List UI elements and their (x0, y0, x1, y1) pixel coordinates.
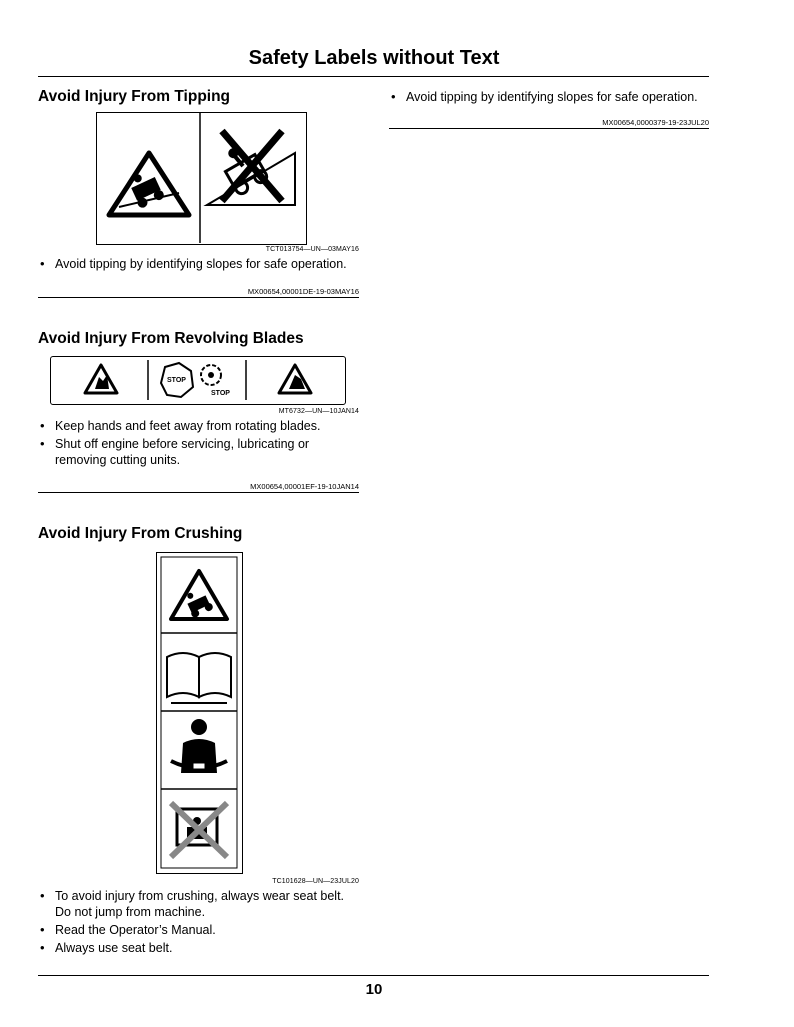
slope-prohibited-icon (207, 131, 295, 205)
seat-belt-icon (171, 719, 227, 773)
ref-code-right: MX00654,0000379-19-23JUL20 (602, 118, 709, 127)
figure-code-tipping: TCT013754—UN—03MAY16 (265, 246, 359, 253)
list-item: • Shut off engine before servicing, lubricating or removing cutting units. (38, 436, 348, 468)
stop-label: STOP (211, 390, 230, 397)
page-title: Safety Labels without Text (248, 47, 500, 69)
blades-safety-label (50, 356, 346, 405)
tipping-safety-label (96, 112, 307, 245)
no-jumping-icon (171, 803, 227, 857)
section-divider (38, 297, 359, 298)
footer-divider (38, 975, 709, 976)
list-item: • Read the Operator’s Manual. (38, 922, 363, 938)
warning-triangle-icon (109, 153, 189, 215)
tipping-bullet-list (38, 256, 363, 274)
list-item: • Always use seat belt. (38, 940, 363, 956)
operators-manual-icon (167, 653, 231, 703)
list-item: • To avoid injury from crushing, always wear seat belt. Do not jump from machine. (38, 888, 363, 920)
list-item: • Keep hands and feet away from rotating blades. (38, 418, 348, 434)
section-title-blades: Avoid Injury From Revolving Blades (38, 330, 304, 347)
crushing-safety-label (156, 552, 243, 874)
blades-bullet-list (38, 418, 348, 470)
rollover-warning-icon (171, 571, 227, 619)
hand-blade-warning-icon (85, 365, 117, 393)
page-number: 10 (365, 981, 383, 998)
title-divider (38, 76, 709, 77)
section-title-tipping: Avoid Injury From Tipping (38, 88, 231, 105)
list-item: • Avoid tipping by identifying slopes for safe operation. (38, 256, 363, 272)
crushing-bullet-list (38, 888, 363, 958)
figure-code-crushing: TC101628—UN—23JUL20 (272, 878, 359, 885)
section-divider (389, 128, 709, 129)
figure-code-blades: MT6732—UN—10JAN14 (278, 408, 359, 415)
list-item: • Avoid tipping by identifying slopes for safe operation. (389, 89, 719, 105)
section-title-crushing: Avoid Injury From Crushing (38, 525, 243, 542)
right-bullet-list (389, 89, 719, 107)
foot-blade-warning-icon (279, 365, 311, 393)
ref-code-blades: MX00654,00001EF-19-10JAN14 (250, 482, 359, 491)
stop-label: STOP (167, 377, 186, 384)
ref-code-tipping: MX00654,00001DE-19-03MAY16 (247, 287, 359, 296)
section-divider (38, 492, 359, 493)
